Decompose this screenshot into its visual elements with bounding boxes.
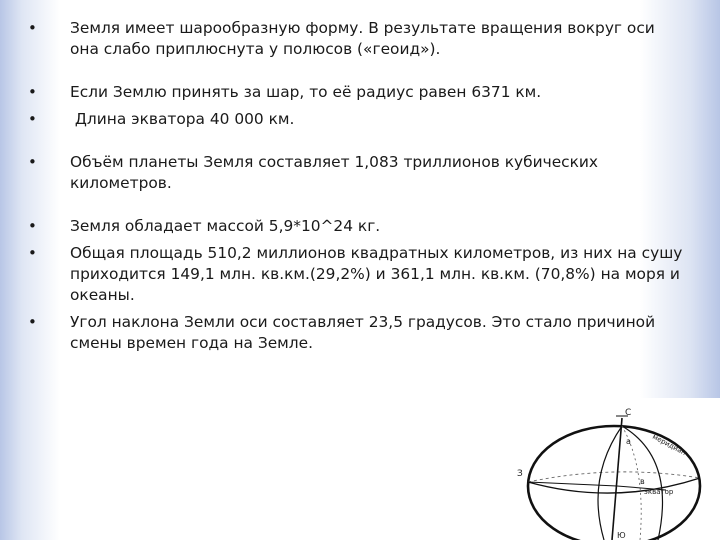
spacer bbox=[26, 130, 686, 152]
rotation-axis bbox=[612, 418, 622, 540]
label-angle-b: в bbox=[640, 477, 645, 486]
bullet-marker: • bbox=[28, 19, 37, 37]
label-angle-a: а bbox=[626, 437, 631, 446]
spacer bbox=[26, 60, 686, 82]
bullet-text: Угол наклона Земли оси составляет 23,5 градусов. Это стало причиной смены времен года на Земле. bbox=[70, 313, 656, 352]
bullet-text: Земля имеет шарообразную форму. В результате вращения вокруг оси она слабо приплюснута у полюсов («геоид»). bbox=[70, 19, 655, 58]
bullet-text: Если Землю принять за шар, то её радиус равен 6371 км. bbox=[70, 83, 542, 101]
label-south: Ю bbox=[617, 531, 626, 540]
bullet-list bbox=[26, 18, 686, 354]
bullet-item bbox=[26, 109, 686, 130]
bullet-item bbox=[26, 152, 686, 194]
equator-back-line bbox=[528, 472, 700, 482]
label-equator: экватор bbox=[644, 488, 674, 496]
bullet-item bbox=[26, 216, 686, 237]
bullet-marker: • bbox=[28, 83, 37, 101]
meridian-line bbox=[598, 426, 622, 540]
bullet-text: Общая площадь 510,2 миллионов квадратных километров, из них на сушу приходится 149,1 млн. кв.км.(29,2%) и 361,1 млн. кв.км. (70,8%) на моря и океаны. bbox=[70, 244, 683, 304]
bullet-text: Земля обладает массой 5,9*10^24 кг. bbox=[70, 217, 381, 235]
bullet-item bbox=[26, 243, 686, 306]
label-west: З bbox=[517, 469, 523, 479]
bullet-text: Объём планеты Земля составляет 1,083 триллионов кубических километров. bbox=[70, 153, 599, 192]
globe-drawing bbox=[508, 398, 720, 540]
label-north: С bbox=[625, 408, 632, 418]
bullet-marker: • bbox=[28, 153, 37, 171]
bullet-marker: • bbox=[28, 313, 37, 331]
bullet-item bbox=[26, 18, 686, 60]
bullet-item bbox=[26, 82, 686, 103]
bullet-item bbox=[26, 312, 686, 354]
bullet-marker: • bbox=[28, 110, 37, 128]
globe-diagram bbox=[508, 398, 720, 540]
bullet-text: Длина экватора 40 000 км. bbox=[70, 110, 295, 128]
bullet-marker: • bbox=[28, 217, 37, 235]
label-meridian: меридиан bbox=[651, 432, 688, 458]
meridian-back-line bbox=[622, 426, 641, 540]
spacer bbox=[26, 194, 686, 216]
bullet-marker: • bbox=[28, 244, 37, 262]
